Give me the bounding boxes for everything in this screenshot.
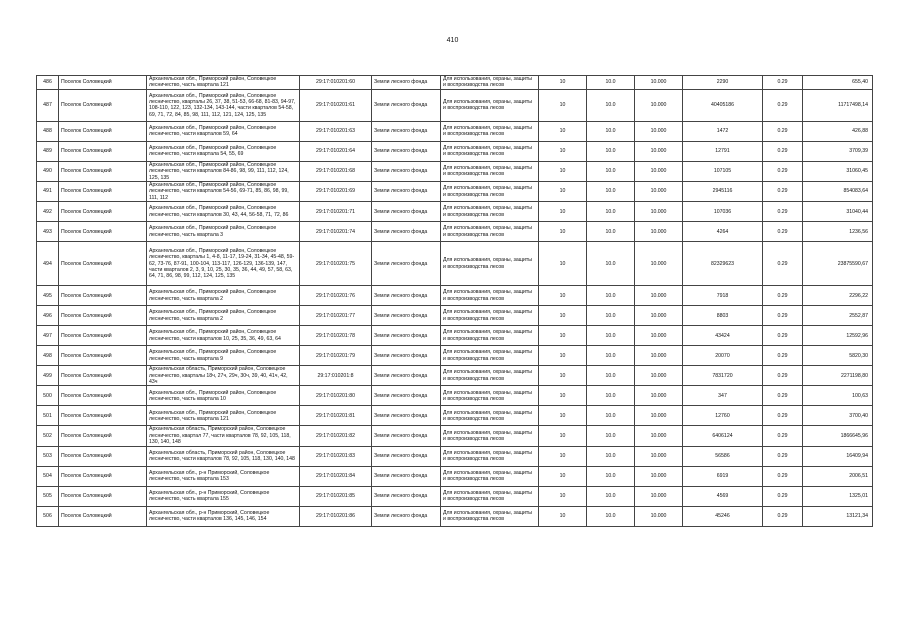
permitted-use-cell: Для использования, охраны, защиты и воспроизводства лесов [441,222,539,242]
value-cell-3: 10.000 [635,242,683,286]
value-cell-1: 10 [539,446,587,466]
settlement-cell: Поселок Соловецкий [59,506,147,526]
land-category-cell: Земли лесного фонда [372,466,441,486]
rate-cell: 0.29 [763,366,803,386]
cadastral-number-cell: 29:17:010201:78 [300,326,372,346]
value-cell-1: 10 [539,306,587,326]
table-row [37,89,873,121]
sum-cell: 854083,64 [803,182,873,202]
table-row [37,386,873,406]
permitted-use-cell: Для использования, охраны, защиты и воспроизводства лесов [441,286,539,306]
sum-cell: 3709,39 [803,141,873,161]
settlement-cell: Поселок Соловецкий [59,326,147,346]
permitted-use-cell: Для использования, охраны, защиты и воспроизводства лесов [441,121,539,141]
settlement-cell: Поселок Соловецкий [59,242,147,286]
value-cell-1: 10 [539,89,587,121]
value-cell-3: 10.000 [635,446,683,466]
rate-cell: 0.29 [763,406,803,426]
value-cell-1: 10 [539,366,587,386]
permitted-use-cell: Для использования, охраны, защиты и воспроизводства лесов [441,366,539,386]
value-cell-3: 10.000 [635,366,683,386]
cadastral-number-cell: 29:17:010201:77 [300,306,372,326]
value-cell-2: 10.0 [587,242,635,286]
value-cell-1: 10 [539,182,587,202]
value-cell-3: 10.000 [635,121,683,141]
area-cell: 8803 [683,306,763,326]
page-number: 410 [446,37,459,44]
value-cell-2: 10.0 [587,386,635,406]
area-cell: 347 [683,386,763,406]
settlement-cell: Поселок Соловецкий [59,466,147,486]
sum-cell: 2006,51 [803,466,873,486]
settlement-cell: Поселок Соловецкий [59,306,147,326]
value-cell-3: 10.000 [635,346,683,366]
row-number: 502 [37,426,59,446]
value-cell-3: 10.000 [635,89,683,121]
sum-cell: 11717498,14 [803,89,873,121]
cadastral-number-cell: 29:17:010201:69 [300,182,372,202]
row-number: 494 [37,242,59,286]
sum-cell: 2296,22 [803,286,873,306]
settlement-cell: Поселок Соловецкий [59,76,147,90]
address-cell: Архангельская область, Приморский район, Соловецкое лесничество, части кварталов 78, 92, 105, 118, 130, 140, 148 [147,446,300,466]
cadastral-number-cell: 29:17:010201:74 [300,222,372,242]
table-row [37,286,873,306]
cadastral-number-cell: 29:17:010201:79 [300,346,372,366]
area-cell: 4569 [683,486,763,506]
rate-cell: 0.29 [763,161,803,181]
rate-cell: 0.29 [763,202,803,222]
land-category-cell: Земли лесного фонда [372,76,441,90]
row-number: 500 [37,386,59,406]
sum-cell: 2271198,80 [803,366,873,386]
row-number: 492 [37,202,59,222]
address-cell: Архангельская область, Приморский район, Соловецкое лесничество, квартал 77, части кварталов 78, 92, 105, 118, 130, 140, 148 [147,426,300,446]
address-cell: Архангельская обл., р-н Приморский, Соловецкое лесничество, часть квартала 153 [147,466,300,486]
address-cell: Архангельская обл., Приморский район, Соловецкое лесничество, часть квартала 121 [147,76,300,90]
land-category-cell: Земли лесного фонда [372,406,441,426]
sum-cell: 3700,40 [803,406,873,426]
land-plots-table [36,75,873,527]
rate-cell: 0.29 [763,286,803,306]
value-cell-1: 10 [539,161,587,181]
area-cell: 6919 [683,466,763,486]
address-cell: Архангельская обл., Приморский район, Соловецкое лесничество, кварталы 26, 37, 38, 51-53, 66-68, 81-83, 94-97, 108-110, 122, 123, 132-134, 143-144, части кварталов 54-58, 69, 71, 72, 84, 85, 98, 111, 112, 121, 124, 125, 135 [147,89,300,121]
value-cell-3: 10.000 [635,141,683,161]
cadastral-number-cell: 29:17:010201:8 [300,366,372,386]
permitted-use-cell: Для использования, охраны, защиты и воспроизводства лесов [441,446,539,466]
value-cell-1: 10 [539,202,587,222]
cadastral-number-cell: 29:17:010201:68 [300,161,372,181]
permitted-use-cell: Для использования, охраны, защиты и воспроизводства лесов [441,242,539,286]
value-cell-2: 10.0 [587,161,635,181]
land-category-cell: Земли лесного фонда [372,426,441,446]
area-cell: 107036 [683,202,763,222]
sum-cell: 13121,34 [803,506,873,526]
sum-cell: 1236,56 [803,222,873,242]
permitted-use-cell: Для использования, охраны, защиты и воспроизводства лесов [441,346,539,366]
cadastral-number-cell: 29:17:010201:71 [300,202,372,222]
settlement-cell: Поселок Соловецкий [59,486,147,506]
rate-cell: 0.29 [763,426,803,446]
table-row [37,326,873,346]
settlement-cell: Поселок Соловецкий [59,346,147,366]
address-cell: Архангельская обл., Приморский район, Соловецкое лесничество, часть квартала 9 [147,346,300,366]
address-cell: Архангельская обл., Приморский район, Соловецкое лесничество, часть квартала 121 [147,406,300,426]
cadastral-number-cell: 29:17:010201:83 [300,446,372,466]
address-cell: Архангельская обл., Приморский район, Соловецкое лесничество, часть квартала 2 [147,306,300,326]
value-cell-3: 10.000 [635,286,683,306]
cadastral-number-cell: 29:17:010201:64 [300,141,372,161]
value-cell-2: 10.0 [587,76,635,90]
rate-cell: 0.29 [763,76,803,90]
settlement-cell: Поселок Соловецкий [59,386,147,406]
value-cell-1: 10 [539,386,587,406]
land-category-cell: Земли лесного фонда [372,202,441,222]
settlement-cell: Поселок Соловецкий [59,366,147,386]
value-cell-2: 10.0 [587,506,635,526]
row-number: 489 [37,141,59,161]
area-cell: 2945116 [683,182,763,202]
sum-cell: 16409,94 [803,446,873,466]
sum-cell: 1325,01 [803,486,873,506]
table-body [37,76,873,527]
land-category-cell: Земли лесного фонда [372,506,441,526]
rate-cell: 0.29 [763,222,803,242]
value-cell-2: 10.0 [587,141,635,161]
row-number: 486 [37,76,59,90]
land-category-cell: Земли лесного фонда [372,222,441,242]
cadastral-number-cell: 29:17:010201:81 [300,406,372,426]
value-cell-1: 10 [539,426,587,446]
table-row [37,161,873,181]
value-cell-2: 10.0 [587,222,635,242]
settlement-cell: Поселок Соловецкий [59,182,147,202]
land-category-cell: Земли лесного фонда [372,89,441,121]
value-cell-3: 10.000 [635,426,683,446]
value-cell-1: 10 [539,486,587,506]
value-cell-3: 10.000 [635,506,683,526]
value-cell-2: 10.0 [587,366,635,386]
land-category-cell: Земли лесного фонда [372,326,441,346]
table-row [37,506,873,526]
sum-cell: 31060,45 [803,161,873,181]
sum-cell: 23875590,67 [803,242,873,286]
rate-cell: 0.29 [763,506,803,526]
address-cell: Архангельская обл., Приморский район, Соловецкое лесничество, часть квартала 3 [147,222,300,242]
address-cell: Архангельская обл., Приморский район, Соловецкое лесничество, части кварталов 84-86, 98, 99, 111, 112, 124, 125, 135 [147,161,300,181]
settlement-cell: Поселок Соловецкий [59,222,147,242]
area-cell: 1472 [683,121,763,141]
value-cell-2: 10.0 [587,89,635,121]
area-cell: 7918 [683,286,763,306]
value-cell-3: 10.000 [635,466,683,486]
value-cell-3: 10.000 [635,306,683,326]
table-row [37,406,873,426]
permitted-use-cell: Для использования, охраны, защиты и воспроизводства лесов [441,486,539,506]
rate-cell: 0.29 [763,242,803,286]
permitted-use-cell: Для использования, охраны, защиты и воспроизводства лесов [441,202,539,222]
land-category-cell: Земли лесного фонда [372,366,441,386]
rate-cell: 0.29 [763,466,803,486]
rate-cell: 0.29 [763,182,803,202]
permitted-use-cell: Для использования, охраны, защиты и воспроизводства лесов [441,406,539,426]
row-number: 491 [37,182,59,202]
table-row [37,486,873,506]
value-cell-3: 10.000 [635,486,683,506]
settlement-cell: Поселок Соловецкий [59,426,147,446]
value-cell-1: 10 [539,506,587,526]
sum-cell: 426,88 [803,121,873,141]
row-number: 488 [37,121,59,141]
table-row [37,346,873,366]
cadastral-number-cell: 29:17:010201:61 [300,89,372,121]
rate-cell: 0.29 [763,446,803,466]
land-category-cell: Земли лесного фонда [372,161,441,181]
area-cell: 6406124 [683,426,763,446]
value-cell-3: 10.000 [635,326,683,346]
value-cell-2: 10.0 [587,446,635,466]
permitted-use-cell: Для использования, охраны, защиты и воспроизводства лесов [441,182,539,202]
value-cell-3: 10.000 [635,182,683,202]
area-cell: 43424 [683,326,763,346]
area-cell: 107105 [683,161,763,181]
area-cell: 45246 [683,506,763,526]
row-number: 505 [37,486,59,506]
land-category-cell: Земли лесного фонда [372,346,441,366]
sum-cell: 31040,44 [803,202,873,222]
permitted-use-cell: Для использования, охраны, защиты и воспроизводства лесов [441,141,539,161]
land-category-cell: Земли лесного фонда [372,486,441,506]
table-row [37,76,873,90]
address-cell: Архангельская обл., Приморский район, Соловецкое лесничество, части кварталов 54-56, 69-71, 85, 86, 98, 99, 111, 112 [147,182,300,202]
value-cell-1: 10 [539,406,587,426]
cadastral-number-cell: 29:17:010201:60 [300,76,372,90]
area-cell: 56586 [683,446,763,466]
row-number: 499 [37,366,59,386]
sum-cell: 655,40 [803,76,873,90]
cadastral-number-cell: 29:17:010201:82 [300,426,372,446]
value-cell-3: 10.000 [635,161,683,181]
cadastral-number-cell: 29:17:010201:76 [300,286,372,306]
permitted-use-cell: Для использования, охраны, защиты и воспроизводства лесов [441,426,539,446]
value-cell-1: 10 [539,466,587,486]
cadastral-number-cell: 29:17:010201:84 [300,466,372,486]
table-row [37,306,873,326]
row-number: 498 [37,346,59,366]
cadastral-number-cell: 29:17:010201:85 [300,486,372,506]
value-cell-1: 10 [539,346,587,366]
address-cell: Архангельская обл., Приморский район, Соловецкое лесничество, части кварталов 30, 43, 44, 56-58, 71, 72, 86 [147,202,300,222]
cadastral-number-cell: 29:17:010201:80 [300,386,372,406]
settlement-cell: Поселок Соловецкий [59,161,147,181]
value-cell-2: 10.0 [587,182,635,202]
value-cell-1: 10 [539,222,587,242]
area-cell: 20070 [683,346,763,366]
row-number: 497 [37,326,59,346]
settlement-cell: Поселок Соловецкий [59,202,147,222]
land-category-cell: Земли лесного фонда [372,286,441,306]
area-cell: 2290 [683,76,763,90]
value-cell-1: 10 [539,76,587,90]
sum-cell: 100,63 [803,386,873,406]
value-cell-1: 10 [539,326,587,346]
settlement-cell: Поселок Соловецкий [59,141,147,161]
row-number: 504 [37,466,59,486]
area-cell: 82329623 [683,242,763,286]
area-cell: 12760 [683,406,763,426]
settlement-cell: Поселок Соловецкий [59,89,147,121]
permitted-use-cell: Для использования, охраны, защиты и воспроизводства лесов [441,306,539,326]
land-category-cell: Земли лесного фонда [372,182,441,202]
value-cell-3: 10.000 [635,202,683,222]
rate-cell: 0.29 [763,121,803,141]
value-cell-2: 10.0 [587,466,635,486]
permitted-use-cell: Для использования, охраны, защиты и воспроизводства лесов [441,506,539,526]
land-category-cell: Земли лесного фонда [372,242,441,286]
value-cell-1: 10 [539,242,587,286]
sum-cell: 5820,30 [803,346,873,366]
table-row [37,466,873,486]
address-cell: Архангельская обл., Приморский район, Соловецкое лесничество, часть квартала 10 [147,386,300,406]
address-cell: Архангельская обл., Приморский район, Соловецкое лесничество, часть квартала 2 [147,286,300,306]
rate-cell: 0.29 [763,346,803,366]
cadastral-number-cell: 29:17:010201:86 [300,506,372,526]
area-cell: 40405186 [683,89,763,121]
land-category-cell: Земли лесного фонда [372,121,441,141]
value-cell-3: 10.000 [635,386,683,406]
rate-cell: 0.29 [763,486,803,506]
row-number: 496 [37,306,59,326]
sum-cell: 1866645,96 [803,426,873,446]
cadastral-number-cell: 29:17:010201:75 [300,242,372,286]
table-row [37,446,873,466]
value-cell-2: 10.0 [587,346,635,366]
permitted-use-cell: Для использования, охраны, защиты и воспроизводства лесов [441,161,539,181]
value-cell-3: 10.000 [635,222,683,242]
value-cell-2: 10.0 [587,326,635,346]
row-number: 506 [37,506,59,526]
address-cell: Архангельская обл., р-н Приморский, Соловецкое лесничество, части кварталов 136, 145, 146, 154 [147,506,300,526]
value-cell-3: 10.000 [635,406,683,426]
permitted-use-cell: Для использования, охраны, защиты и воспроизводства лесов [441,76,539,90]
address-cell: Архангельская обл., Приморский район, Соловецкое лесничество, кварталы 1, 4-8, 11-17, 19-24, 31-34, 45-48, 59-62, 73-76, 87-91, 100-104, 113-117, 126-129, 136-139, 147, части кварталов 2, 3, 9, 10, 25, 30, 35, 36, 44, 49, 57, 58, 63, 64, 71, 86, 98, 99, 112, 124, 125, 135 [147,242,300,286]
value-cell-2: 10.0 [587,202,635,222]
settlement-cell: Поселок Соловецкий [59,406,147,426]
value-cell-1: 10 [539,121,587,141]
row-number: 490 [37,161,59,181]
value-cell-2: 10.0 [587,286,635,306]
value-cell-2: 10.0 [587,306,635,326]
address-cell: Архангельская обл., Приморский район, Соловецкое лесничество, части кварталов 59, 64 [147,121,300,141]
table-row [37,222,873,242]
land-category-cell: Земли лесного фонда [372,386,441,406]
table-row [37,366,873,386]
sum-cell: 12592,96 [803,326,873,346]
area-cell: 4264 [683,222,763,242]
table-row [37,141,873,161]
value-cell-2: 10.0 [587,406,635,426]
row-number: 503 [37,446,59,466]
value-cell-2: 10.0 [587,121,635,141]
row-number: 495 [37,286,59,306]
area-cell: 12791 [683,141,763,161]
table-row [37,426,873,446]
rate-cell: 0.29 [763,386,803,406]
area-cell: 7831720 [683,366,763,386]
land-category-cell: Земли лесного фонда [372,141,441,161]
rate-cell: 0.29 [763,306,803,326]
address-cell: Архангельская обл., р-н Приморский, Соловецкое лесничество, часть квартала 155 [147,486,300,506]
value-cell-2: 10.0 [587,486,635,506]
address-cell: Архангельская область, Приморский район, Соловецкое лесничество, кварталы 18ч, 27ч, 29ч, 30ч, 39, 40, 41ч, 42, 43ч [147,366,300,386]
permitted-use-cell: Для использования, охраны, защиты и воспроизводства лесов [441,89,539,121]
row-number: 501 [37,406,59,426]
rate-cell: 0.29 [763,141,803,161]
settlement-cell: Поселок Соловецкий [59,121,147,141]
rate-cell: 0.29 [763,326,803,346]
table-row [37,202,873,222]
table-row [37,242,873,286]
table-row [37,121,873,141]
row-number: 487 [37,89,59,121]
row-number: 493 [37,222,59,242]
address-cell: Архангельская обл., Приморский район, Соловецкое лесничество, части квартала 54, 55, 69 [147,141,300,161]
value-cell-3: 10.000 [635,76,683,90]
land-category-cell: Земли лесного фонда [372,446,441,466]
cadastral-number-cell: 29:17:010201:63 [300,121,372,141]
value-cell-1: 10 [539,141,587,161]
permitted-use-cell: Для использования, охраны, защиты и воспроизводства лесов [441,386,539,406]
land-category-cell: Земли лесного фонда [372,306,441,326]
value-cell-1: 10 [539,286,587,306]
permitted-use-cell: Для использования, охраны, защиты и воспроизводства лесов [441,326,539,346]
rate-cell: 0.29 [763,89,803,121]
sum-cell: 2552,87 [803,306,873,326]
settlement-cell: Поселок Соловецкий [59,286,147,306]
value-cell-2: 10.0 [587,426,635,446]
address-cell: Архангельская обл., Приморский район, Соловецкое лесничество, части кварталов 10, 25, 35, 36, 49, 63, 64 [147,326,300,346]
settlement-cell: Поселок Соловецкий [59,446,147,466]
table-row [37,182,873,202]
permitted-use-cell: Для использования, охраны, защиты и воспроизводства лесов [441,466,539,486]
